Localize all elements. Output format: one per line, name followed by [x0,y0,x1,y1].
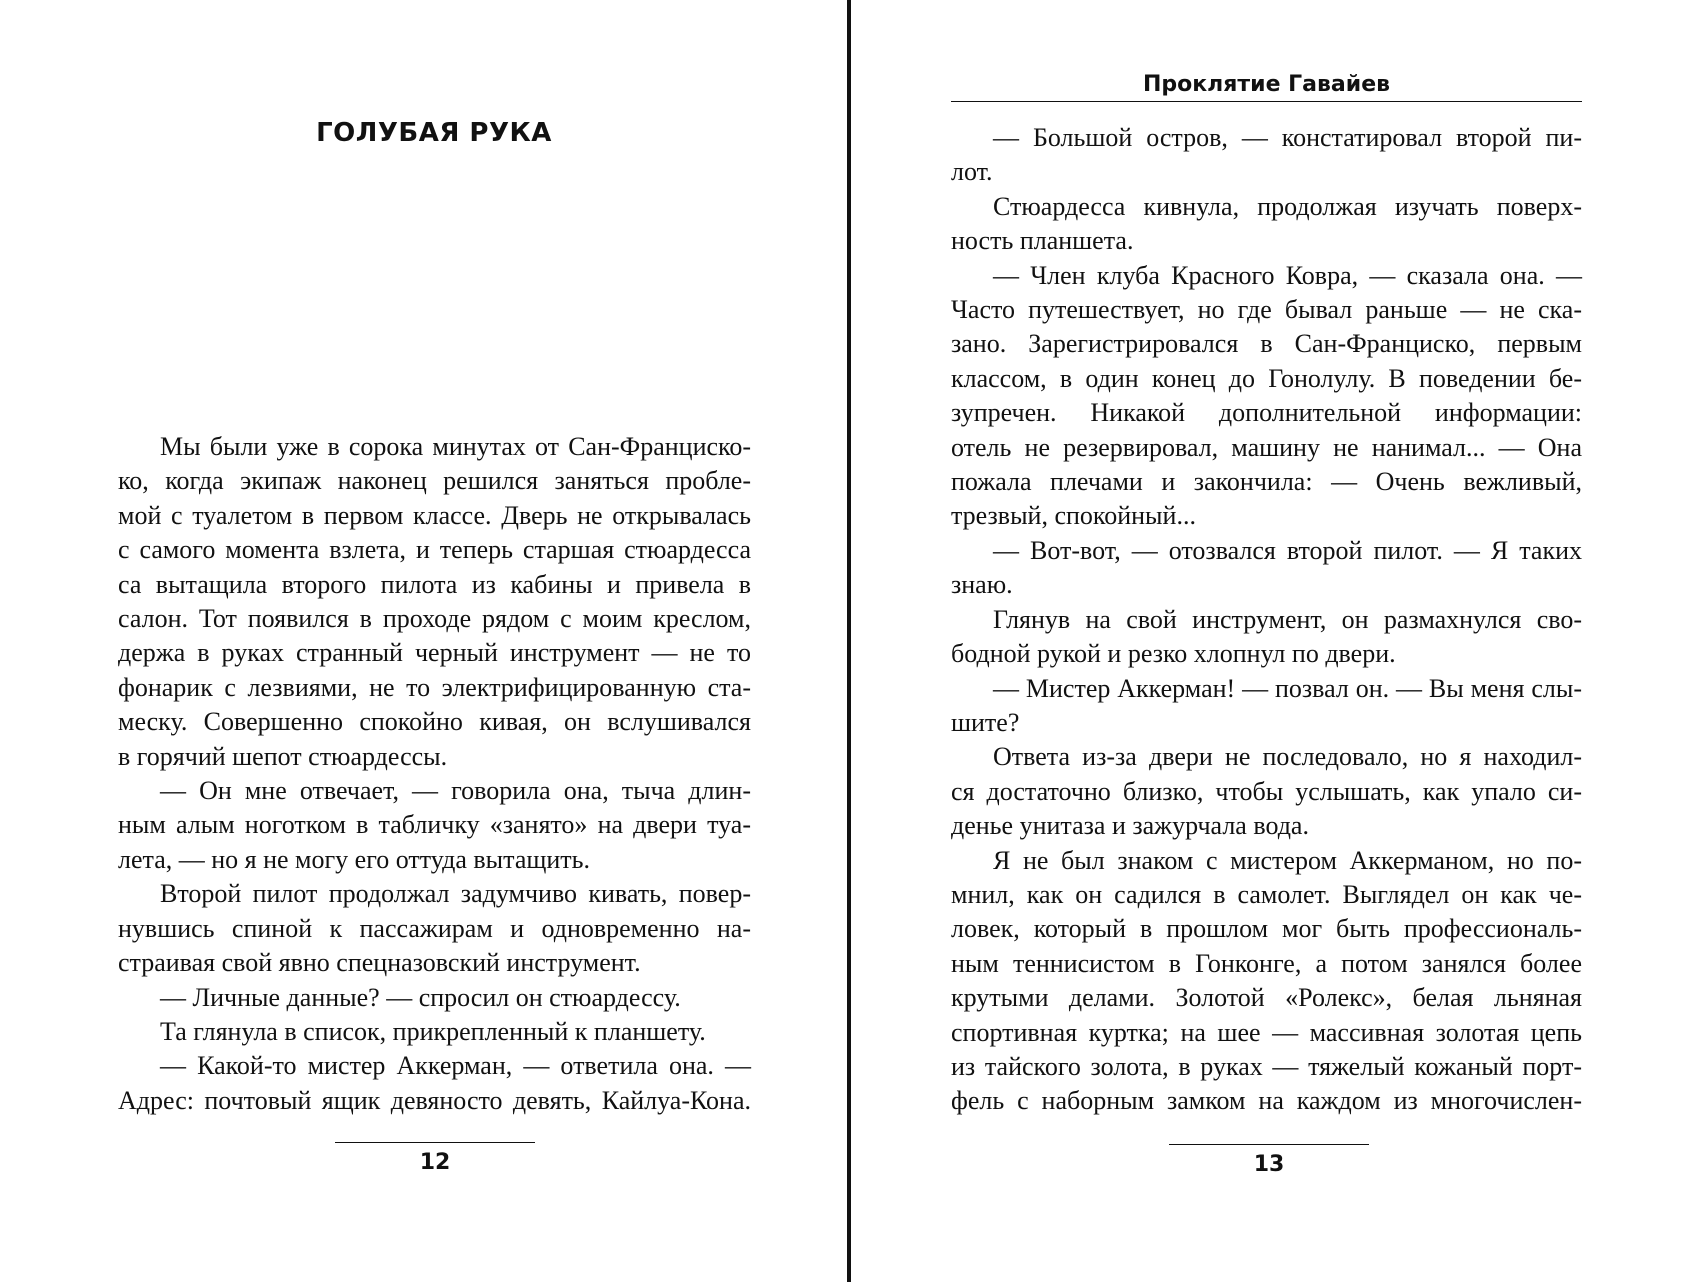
text-line: ко, когда экипаж наконец решился заняться пробле- [118,466,751,496]
text-line: мнил, как он садился в самолет. Выглядел он как че- [951,879,1582,909]
text-line: лета, — но я не могу его оттуда вытащить. [118,844,591,874]
text-line: фонарик с лезвиями, не то электрифицированную ста- [118,672,751,702]
text-line: мой с туалетом в первом классе. Дверь не открывалась [118,500,751,530]
text-line: в горячий шепот стюардессы. [118,741,448,771]
text-line: — Вот-вот, — отозвался второй пилот. — Я таких [993,535,1582,565]
text-line: знаю. [951,570,1013,600]
text-line: денье унитаза и зажурчала вода. [951,811,1309,841]
text-line: отель не резервировал, машину не нанимал... — Она [951,432,1582,462]
left-page [0,0,847,1282]
text-line: зупречен. Никакой дополнительной информации: [951,398,1582,428]
text-line: из тайского золота, в руках — тяжелый кожаный порт- [951,1051,1582,1081]
right-page [851,0,1701,1282]
text-line: зано. Зарегистрировался в Сан-Франциско, первым [951,329,1582,359]
chapter-title: ГОЛУБАЯ РУКА [316,118,552,148]
text-line: Стюардесса кивнула, продолжая изучать поверх- [993,191,1582,221]
left-folio-rule [335,1142,535,1143]
page-number-left: 12 [419,1150,451,1175]
text-line: классом, в один конец до Гонолулу. В поведении бе- [951,363,1582,393]
text-line: трезвый, спокойный... [951,501,1196,531]
text-line: крутыми делами. Золотой «Ролекс», белая льняная [951,983,1582,1013]
text-line: — Большой остров, — констатировал второй пи- [993,123,1582,152]
text-line: пожала плечами и закончила: — Очень вежливый, [951,467,1582,497]
text-line: лот. [951,157,993,187]
text-line: Глянув на свой инструмент, он размахнулся сво- [993,604,1582,634]
text-line: са вытащила второго пилота из кабины и привела в [118,569,751,599]
text-line: держа в руках странный черный инструмент — не то [118,638,751,668]
text-line: ным теннисистом в Гонконге, а потом занялся более [951,948,1582,978]
page-number-right: 13 [1253,1152,1285,1177]
text-line: бодной рукой и резко хлопнул по двери. [951,639,1396,669]
text-line: — Личные данные? — спросил он стюардессу. [160,982,681,1012]
text-line: с самого момента взлета, и теперь старшая стюардесса [118,535,751,565]
running-head: Проклятие Гавайев [951,72,1582,102]
text-line: меску. Совершенно спокойно кивая, он вслушивался [118,707,751,737]
text-line: Второй пилот продолжал задумчиво кивать, повер- [160,879,751,909]
text-line: — Мистер Аккерман! — позвал он. — Вы меня слы- [993,673,1582,703]
text-line: Ответа из-за двери не последовало, но я находил- [993,742,1582,772]
text-line: спортивная куртка; на шее — массивная золотая цепь [951,1017,1582,1047]
text-line: ся достаточно близко, чтобы услышать, как упало си- [951,776,1582,806]
text-line: Мы были уже в сорока минутах от Сан-Франциско- [160,432,751,461]
text-line: Адрес: почтовый ящик девяносто девять, Кайлуа-Кона. [118,1085,751,1115]
right-page-body [951,121,1582,1119]
text-line: — Какой-то мистер Аккерман, — ответила она. — [160,1051,751,1081]
text-line: ловек, который в прошлом мог быть профессиональ- [951,914,1582,944]
text-line: фель с наборным замком на каждом из многочислен- [951,1086,1582,1116]
text-line: Часто путешествует, но где бывал раньше — не ска- [951,295,1582,325]
text-line: ным алым ноготком в табличку «занято» на двери туа- [118,810,751,840]
text-line: Я не был знаком с мистером Аккерманом, но по- [993,845,1582,875]
text-line: нувшись спиной к пассажирам и одновременно на- [118,913,751,943]
text-line: Та глянула в список, прикрепленный к планшету. [160,1016,706,1046]
text-line: — Он мне отвечает, — говорила она, тыча длин- [160,776,751,806]
left-page-body [118,430,751,1118]
text-line: — Член клуба Красного Ковра, — сказала она. — [993,260,1582,290]
text-line: салон. Тот появился в проходе рядом с моим креслом, [118,604,751,634]
text-line: ность планшета. [951,226,1134,256]
right-folio-rule [1169,1144,1369,1145]
text-line: страивая свой явно спецназовский инструмент. [118,948,641,978]
text-line: шите? [951,707,1020,737]
